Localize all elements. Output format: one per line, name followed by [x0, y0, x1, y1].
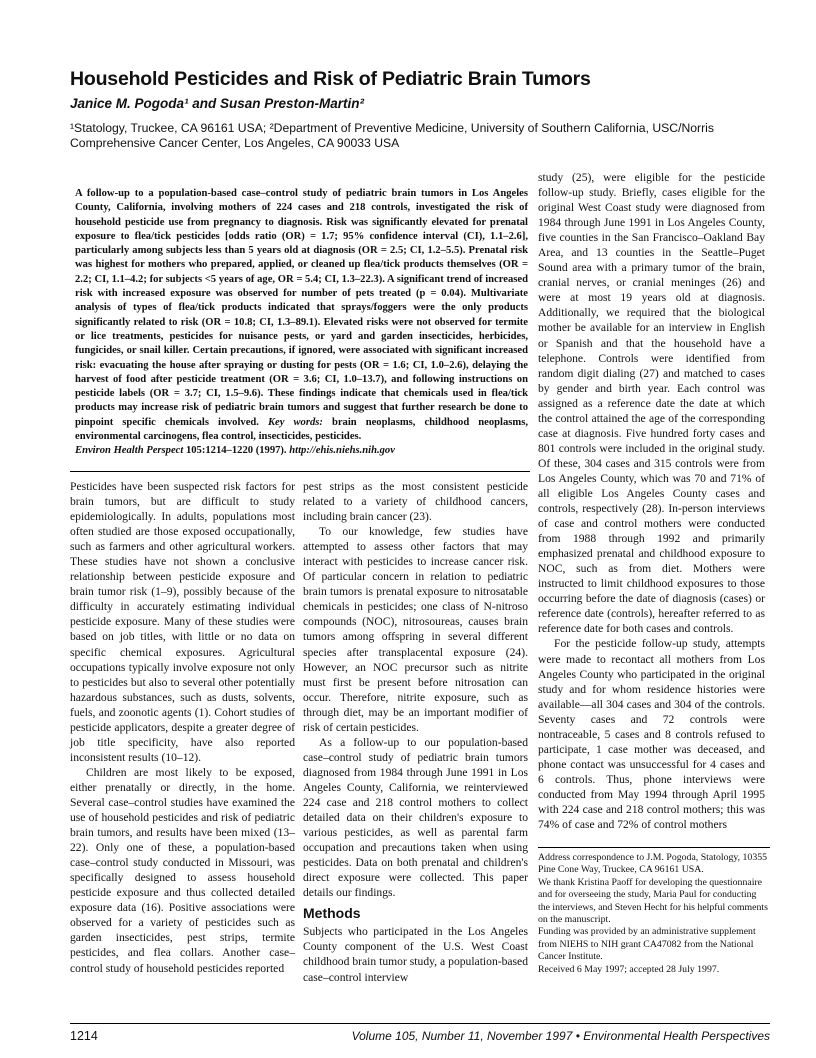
methods-heading: Methods [303, 905, 361, 922]
abstract-divider [70, 471, 530, 472]
keywords: brain neoplasms, childhood neoplasms, environmental carcinogens, flea control, insecticides, pesticides. [75, 416, 528, 443]
citation-url[interactable]: http://ehis.niehs.nih.gov [289, 445, 395, 457]
paragraph-intro-2: Children are most likely to be exposed, either prenatally or directly, in the home. Several case–control studies have examined the use of household pesticides and risk of pediatric brain tumors, and results have been mixed (13–22). Only one of these, a population-based case–control study conducted in Missouri, was specifically designed to assess household pesticide exposure and thus collected detailed exposure data (16). Positive associations were observed for a variety of pesticides such as garden insecticides, pest strips, termite pesticides, and flea collars. Another case–control study of household pesticides reported [70, 765, 295, 975]
footnotes [538, 847, 770, 976]
citation-details: 105:1214–1220 (1997). [185, 445, 287, 457]
correspondence-note: Address correspondence to J.M. Pogoda, Statology, 10355 Pine Cone Way, Truckee, CA 96161 USA. [538, 852, 768, 876]
journal-footer: Volume 105, Number 11, November 1997 • Environmental Health Perspectives [351, 1029, 770, 1043]
body-column-2 [303, 479, 528, 985]
paragraph-intro-3: pest strips as the most consistent pesticide related to a variety of childhood cancers, including brain cancer (23). [303, 480, 528, 524]
paragraph-intro-1: Pesticides have been suspected risk factors for brain tumors, but are difficult to study epidemiologically. In adults, populations most often studied are those exposed occupationally, such as farmers and other agricultural workers. These studies have not shown a conclusive relationship between pesticide exposure and brain tumor risk (1–9), possibly because of the difficulty in accurately estimating individual pesticide exposure. Many of these studies were based on job titles, with little or no data on specific chemical exposures. Agricultural occupations typically involve exposure not only to pesticides but also to several other potentially hazardous substances, such as dusts, solvents, fuels, and zoonotic agents (1). Cohort studies of pesticide applicators, despite a greater degree of job title specificity, have also reported inconsistent results (10–12). [70, 480, 295, 764]
paragraph-methods-1: Subjects who participated in the Los Angeles County component of the U.S. West Coast childhood brain tumor study, a population-based case–control interview [303, 925, 528, 984]
citation-journal: Environ Health Perspect [75, 445, 184, 457]
abstract-body: A follow-up to a population-based case–control study of pediatric brain tumors in Los Angeles County, California, involving mothers of 224 cases and 218 controls, investigated the risk of household pesticide use from pregnancy to diagnosis. Risk was significantly elevated for prenatal exposure to flea/tick pesticides [odds ratio (OR) = 1.7; 95% confidence interval (CI), 1.1–2.6], particularly among subjects less than 5 years old at diagnosis (OR = 2.5; CI, 1.2–5.5). Prenatal risk was highest for mothers who prepared, applied, or cleaned up flea/tick products themselves (OR = 2.2; CI, 1.1–4.2; for subjects <5 years of age, OR = 5.4; CI, 1.3–22.3). A significant trend of increased risk with increased exposure was observed for number of pets treated (p = 0.04). Multivariate analysis of types of flea/tick products indicated that sprays/foggers were the only products significantly related to risk (OR = 10.8; CI, 1.3–89.1). Elevated risks were not observed for termite or lice treatments, pesticides for nuisance pests, or yard and garden insecticides, herbicides, fungicides, or snail killer. Certain precautions, if ignored, were associated with significant increased risk: evacuating the house after spraying or dusting for pests (OR = 1.6; CI, 1.0–2.6), delaying the harvest of food after pesticide treatment (OR = 3.6; CI, 1.0–13.7), and following instructions on pesticide labels (OR = 3.7; CI, 1.5–9.6). These findings indicate that chemicals used in flea/tick products may increase risk of pediatric brain tumors and suggest that further research be done to pinpoint specific chemicals involved. [75, 188, 528, 428]
footer-divider [70, 1023, 770, 1024]
funding-note: Funding was provided by an administrative supplement from NIEHS to NIH grant CA47082 from the National Cancer Institute. [538, 926, 756, 963]
body-column-1 [70, 479, 295, 976]
paragraph-intro-4: To our knowledge, few studies have attempted to assess other factors that may interact with pesticides to increase cancer risk. Of particular concern in relation to pediatric brain tumors is prenatal exposure to nitrosatable chemicals in pesticides; one class of N-nitroso compounds (NOC), nitrosoureas, causes brain tumors among offspring in several different species after transplacental exposure (24). However, an NOC precursor such as nitrite must first be present before nitrosation can occur. Therefore, nitrite exposure, such as through diet, may be an important modifier of risk of certain pesticides. [303, 525, 528, 734]
paragraph-intro-5: As a follow-up to our population-based case–control study of pediatric brain tumors diagnosed from 1984 through June 1991 in Los Angeles County, California, we reinterviewed 224 case and 218 control mothers to collect detailed data on their children's exposure to various pesticides, as well as parental farm occupation and precautions taken when using pesticides. Data on both prenatal and children's direct exposure were collected. This paper details our findings. [303, 735, 528, 900]
paragraph-methods-3: For the pesticide follow-up study, attempts were made to recontact all mothers from Los Angeles County who participated in the original study and for whom residence histories were available—all 304 cases and 304 of the controls. Seventy cases and 72 controls were nontraceable, 5 cases and 8 controls refused to participate, 1 case mother was deceased, and phone contact was unsuccessful for 4 cases and 6 controls. Thus, phone interviews were conducted from May 1994 through April 1995 with 224 case and 218 control mothers; this was 74% of case and 72% of control mothers [538, 637, 765, 832]
received-note: Received 6 May 1997; accepted 28 July 1997. [538, 963, 720, 975]
abstract [75, 187, 528, 459]
author-affiliation: ¹Statology, Truckee, CA 96161 USA; ²Department of Preventive Medicine, University of Southern California, USC/Norris Comprehensive Cancer Center, Los Angeles, CA 90033 USA [70, 121, 714, 150]
page-number: 1214 [70, 1029, 98, 1043]
paragraph-methods-2: study (25), were eligible for the pesticide follow-up study. Briefly, cases eligible for the original West Coast study were diagnosed from 1984 through June 1991 in Los Angeles County, five counties in the San Francisco–Oakland Bay Area, and 13 counties in the Seattle–Puget Sound area with a primary tumor of the brain, cranial nerves, or cranial meninges (26) and were at most 19 years old at diagnosis. Additionally, we required that the biological mother be available for an interview in English or Spanish and that the household have a telephone. Controls were identified from random digit dialing (27) and matched to cases by gender and birth year. Each control was assigned as a reference date the date at which the control attained the age of the corresponding case at diagnosis. Five hundred forty cases and 801 controls were included in the original study. Of these, 304 cases and 315 controls were from Los Angeles County, which was 70 and 71% of all eligible Los Angeles County cases and controls, respectively (28). In-person interviews of case and control mothers were conducted from 1988 through 1992 and primarily emphasized prenatal and childhood exposure to NOC, such as from diet. Mothers were instructed to limit childhood exposures to those occurring before the date of diagnosis (cases) or reference date (controls), hereafter referred to as reference date for both cases and controls. [538, 171, 765, 636]
keywords-label: Key words: [267, 416, 323, 428]
article-authors: Janice M. Pogoda¹ and Susan Preston-Martin² [70, 96, 365, 111]
acknowledgments-note: We thank Kristina Paoff for developing the questionnaire and for overseeing the study, Maria Paul for conducting the interviews, and Steven Hecht for his helpful comments on the manuscript. [538, 876, 768, 926]
body-column-3 [538, 170, 765, 832]
article-title: Household Pesticides and Risk of Pediatric Brain Tumors [70, 68, 591, 90]
